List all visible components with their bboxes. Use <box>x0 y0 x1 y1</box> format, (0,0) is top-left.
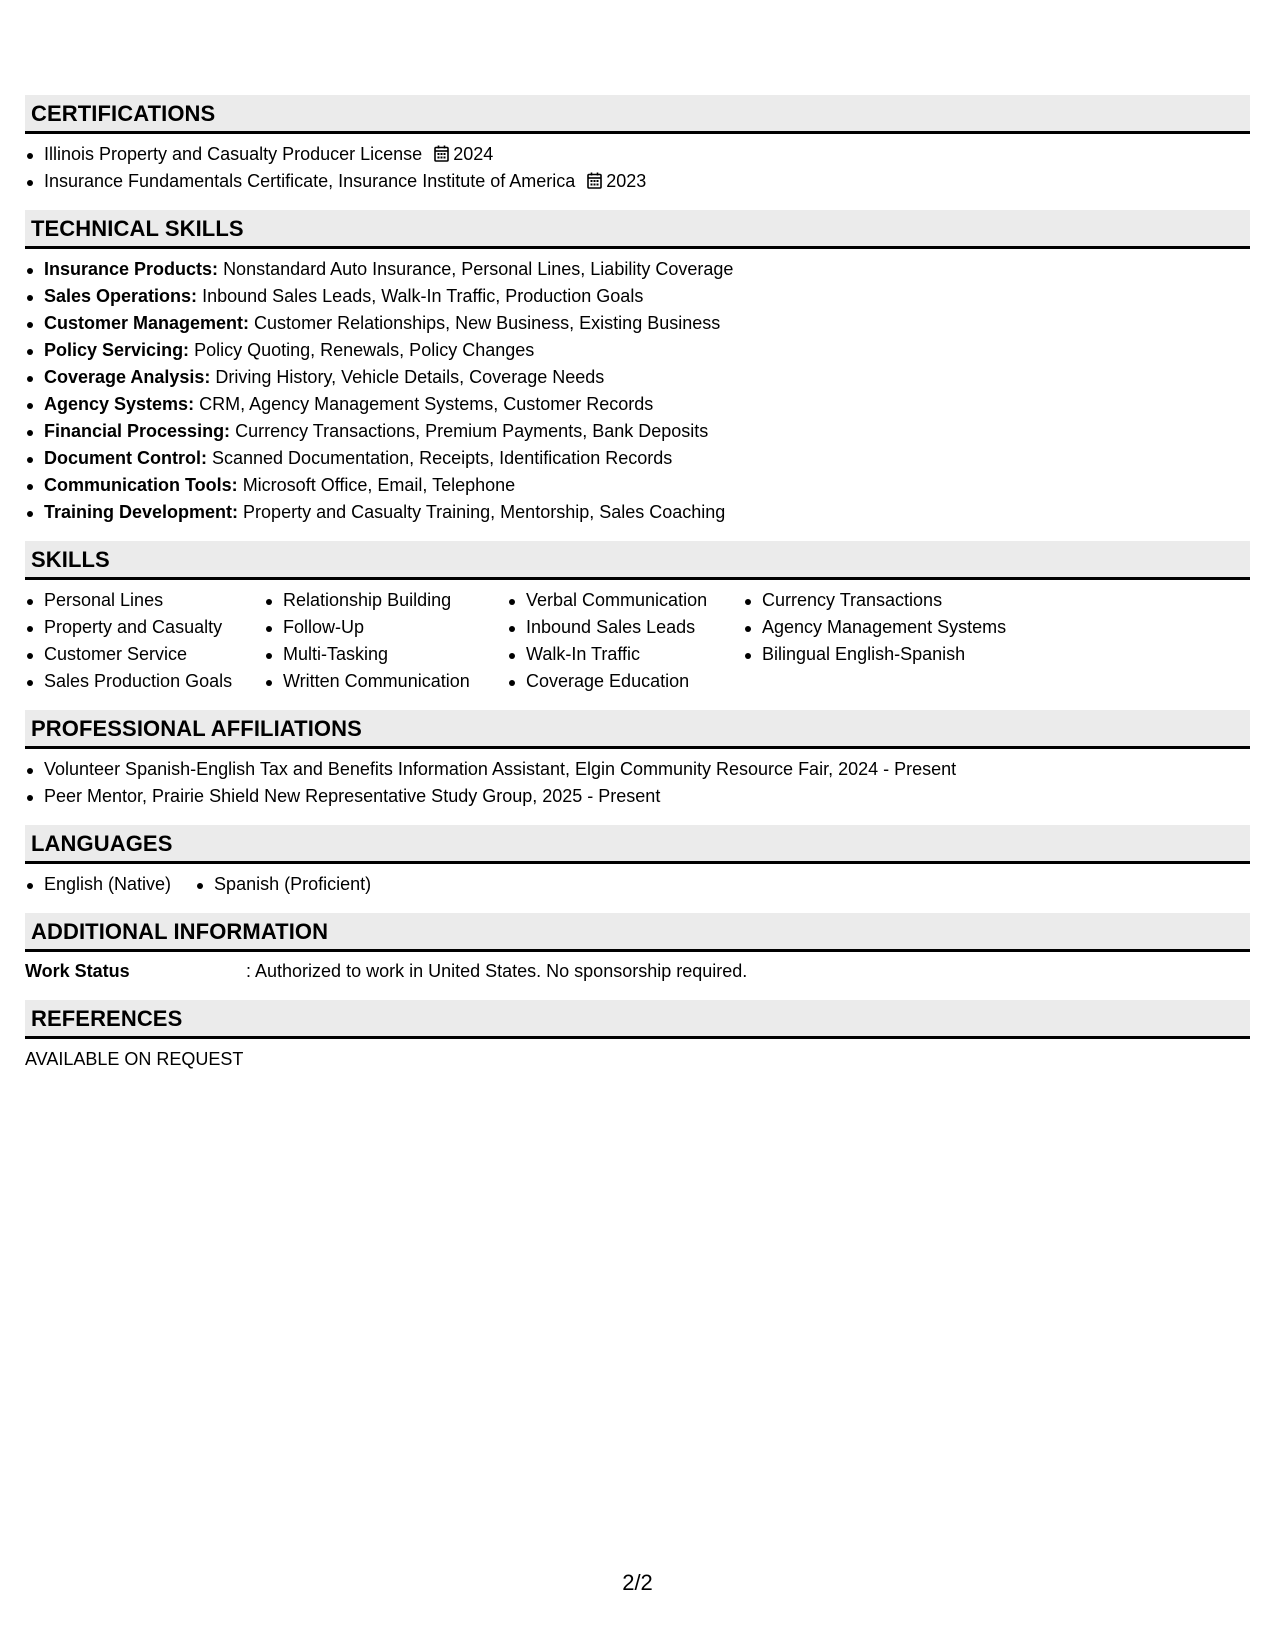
list-item: Agency Management Systems <box>743 614 1043 641</box>
skill-values: Microsoft Office, Email, Telephone <box>242 475 516 495</box>
list-item <box>25 256 1250 283</box>
skill-values: CRM, Agency Management Systems, Customer Records <box>199 394 654 414</box>
skill-values: Driving History, Vehicle Details, Coverage Needs <box>215 367 605 387</box>
skills-column <box>25 587 264 695</box>
list-item: English (Native) <box>25 871 171 898</box>
calendar-icon <box>434 145 449 162</box>
list-item: Coverage Education <box>507 668 743 695</box>
section-header-skills: SKILLS <box>25 541 1250 580</box>
list-item: Bilingual English-Spanish <box>743 641 1043 668</box>
skill-category: Document Control: <box>44 448 207 468</box>
section-header-technical-skills: TECHNICAL SKILLS <box>25 210 1250 249</box>
list-item <box>25 445 1250 472</box>
skill-category: Coverage Analysis: <box>44 367 211 387</box>
skill-values: Nonstandard Auto Insurance, Personal Lines, Liability Coverage <box>223 259 734 279</box>
list-item <box>25 499 1250 526</box>
list-item: Relationship Building <box>264 587 507 614</box>
list-item <box>25 168 1250 195</box>
list-item: Property and Casualty <box>25 614 264 641</box>
list-item <box>25 310 1250 337</box>
list-item: Currency Transactions <box>743 587 1043 614</box>
skills-grid <box>25 587 1250 695</box>
calendar-icon <box>587 172 602 189</box>
skill-values: Inbound Sales Leads, Walk-In Traffic, Production Goals <box>202 286 644 306</box>
list-item: Personal Lines <box>25 587 264 614</box>
certification-year: 2023 <box>606 171 647 191</box>
skill-values: Property and Casualty Training, Mentorship, Sales Coaching <box>243 502 726 522</box>
list-item <box>25 141 1250 168</box>
list-item: Sales Production Goals <box>25 668 264 695</box>
list-item: Written Communication <box>264 668 507 695</box>
list-item: Verbal Communication <box>507 587 743 614</box>
skill-values: Policy Quoting, Renewals, Policy Changes <box>194 340 535 360</box>
section-header-languages: LANGUAGES <box>25 825 1250 864</box>
list-item: Peer Mentor, Prairie Shield New Representative Study Group, 2025 - Present <box>25 783 1250 810</box>
page-number: 2/2 <box>622 1570 653 1595</box>
section-header-certifications: CERTIFICATIONS <box>25 95 1250 134</box>
languages-list <box>25 871 1250 898</box>
list-item: Customer Service <box>25 641 264 668</box>
work-status-row <box>25 958 1250 985</box>
skills-column <box>507 587 743 695</box>
list-item <box>25 364 1250 391</box>
skill-category: Customer Management: <box>44 313 250 333</box>
skills-column <box>743 587 1043 695</box>
skill-category: Sales Operations: <box>44 286 198 306</box>
list-item: Multi-Tasking <box>264 641 507 668</box>
affiliations-list <box>25 756 1250 810</box>
section-header-additional-info: ADDITIONAL INFORMATION <box>25 913 1250 952</box>
section-header-references: REFERENCES <box>25 1000 1250 1039</box>
work-status-value: : Authorized to work in United States. No sponsorship required. <box>246 961 748 981</box>
skill-category: Communication Tools: <box>44 475 238 495</box>
skill-values: Scanned Documentation, Receipts, Identification Records <box>212 448 673 468</box>
certification-year: 2024 <box>453 144 494 164</box>
resume-page-2 <box>25 95 1250 1073</box>
skill-category: Insurance Products: <box>44 259 219 279</box>
work-status-label: Work Status <box>25 961 130 981</box>
list-item <box>25 337 1250 364</box>
skill-category: Financial Processing: <box>44 421 231 441</box>
references-text: AVAILABLE ON REQUEST <box>25 1049 244 1069</box>
skill-values: Currency Transactions, Premium Payments, Bank Deposits <box>235 421 709 441</box>
certification-name: Illinois Property and Casualty Producer License <box>44 144 423 164</box>
list-item: Spanish (Proficient) <box>195 871 371 898</box>
list-item: Walk-In Traffic <box>507 641 743 668</box>
skills-column <box>264 587 507 695</box>
certifications-list <box>25 141 1250 195</box>
skill-category: Agency Systems: <box>44 394 195 414</box>
section-header-affiliations: PROFESSIONAL AFFILIATIONS <box>25 710 1250 749</box>
skill-values: Customer Relationships, New Business, Existing Business <box>254 313 721 333</box>
skill-category: Policy Servicing: <box>44 340 190 360</box>
list-item <box>25 472 1250 499</box>
certification-name: Insurance Fundamentals Certificate, Insurance Institute of America <box>44 171 576 191</box>
list-item: Follow-Up <box>264 614 507 641</box>
skill-category: Training Development: <box>44 502 239 522</box>
list-item <box>25 391 1250 418</box>
list-item <box>25 283 1250 310</box>
technical-skills-list <box>25 256 1250 526</box>
list-item: Inbound Sales Leads <box>507 614 743 641</box>
list-item <box>25 418 1250 445</box>
list-item: Volunteer Spanish-English Tax and Benefits Information Assistant, Elgin Community Resource Fair, 2024 - Present <box>25 756 1250 783</box>
